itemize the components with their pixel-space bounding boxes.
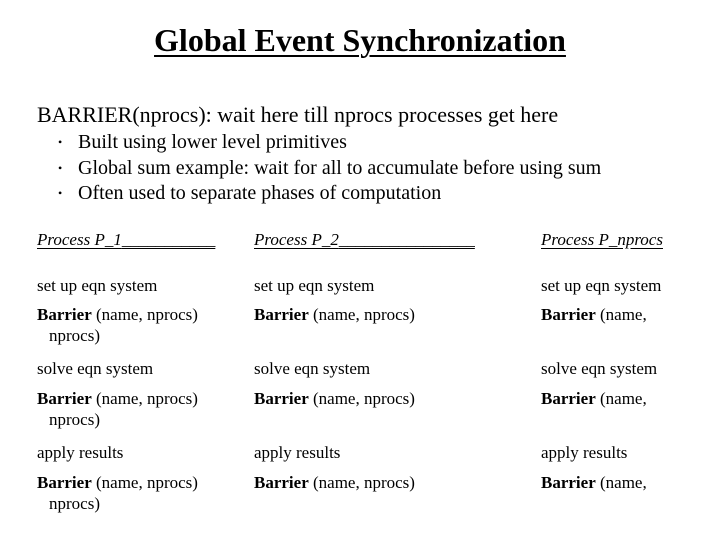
column-header-label: Process P_2: [254, 230, 339, 249]
cell-pn-apply: apply results: [541, 443, 628, 462]
bullet-text: Built using lower level primitives: [78, 131, 347, 153]
cell-p1-barrier-2: [37, 388, 198, 430]
barrier-keyword: Barrier: [37, 473, 92, 492]
barrier-keyword: Barrier: [37, 305, 92, 324]
barrier-args: (name,: [595, 473, 647, 492]
cell-pn-setup: set up eqn system: [541, 276, 662, 295]
bullet-icon: •: [58, 135, 63, 149]
barrier-args: (name, nprocs): [308, 473, 415, 492]
cell-p2-setup: set up eqn system: [254, 276, 375, 295]
barrier-args: (name,: [595, 389, 647, 408]
barrier-args: (name, nprocs): [91, 305, 198, 324]
barrier-args: (name, nprocs): [91, 473, 198, 492]
bullet-text: Often used to separate phases of computation: [78, 182, 442, 204]
bullet-text: Global sum example: wait for all to accumulate before using sum: [78, 156, 602, 179]
barrier-keyword: Barrier: [37, 389, 92, 408]
column-header-fill: ___________: [121, 230, 216, 249]
cell-pn-solve: solve eqn system: [541, 359, 658, 378]
cell-pn-barrier-2: [541, 388, 647, 409]
column-header-fill: ________________: [338, 230, 475, 249]
bullet-item: [58, 130, 601, 156]
column-header-p1: [37, 230, 215, 250]
barrier-keyword: Barrier: [541, 389, 596, 408]
barrier-args: (name, nprocs): [308, 389, 415, 408]
cell-p2-apply: apply results: [254, 443, 341, 462]
slide-title: [0, 22, 720, 59]
barrier-keyword: Barrier: [254, 473, 309, 492]
barrier-heading: BARRIER(nprocs): wait here till nprocs processes get here: [37, 102, 559, 127]
column-header-text: [254, 230, 475, 249]
cell-p2-barrier-1: [254, 304, 415, 325]
cell-pn-barrier-3: [541, 472, 647, 493]
cell-p2-solve: solve eqn system: [254, 359, 371, 378]
column-header-label: Process P_1: [37, 230, 122, 249]
cell-p1-barrier-3: [37, 472, 198, 514]
barrier-keyword: Barrier: [541, 305, 596, 324]
bullet-icon: •: [58, 186, 63, 200]
barrier-args: (name, nprocs): [91, 389, 198, 408]
barrier-args: (name,: [595, 305, 647, 324]
cell-p2-barrier-2: [254, 388, 415, 409]
bullet-item: [58, 181, 601, 207]
barrier-keyword: Barrier: [254, 389, 309, 408]
bullet-icon: •: [58, 160, 63, 175]
cell-p2-barrier-3: [254, 472, 415, 493]
barrier-args-wrap: nprocs): [49, 494, 100, 513]
barrier-args-wrap: nprocs): [49, 326, 100, 345]
slide-title-text: Global Event Synchronization: [154, 22, 566, 58]
barrier-keyword: Barrier: [254, 305, 309, 324]
column-header-label: Process P_nprocs: [541, 230, 663, 249]
column-header-pn: [541, 230, 663, 250]
cell-p1-apply: apply results: [37, 443, 124, 462]
barrier-args: (name, nprocs): [308, 305, 415, 324]
bullet-item: [58, 156, 601, 182]
barrier-args-wrap: nprocs): [49, 410, 100, 429]
bullet-list: [58, 130, 601, 207]
cell-p1-setup: set up eqn system: [37, 276, 158, 295]
column-header-p2: [254, 230, 475, 250]
cell-p1-solve: solve eqn system: [37, 359, 154, 378]
cell-pn-barrier-1: [541, 304, 647, 325]
cell-p1-barrier-1: [37, 304, 198, 346]
barrier-keyword: Barrier: [541, 473, 596, 492]
column-header-text: [37, 230, 215, 249]
